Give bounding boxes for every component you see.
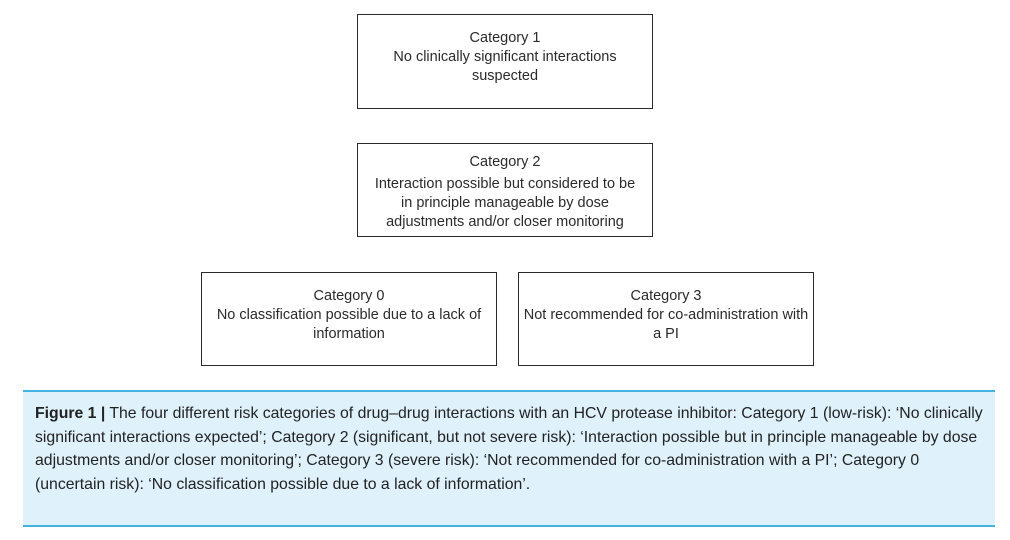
figure-label: Figure 1 |: [35, 405, 106, 422]
category-1-title: Category 1: [469, 30, 541, 46]
figure-caption-text: The four different risk categories of drug–drug interactions with an HCV protease inhibitor: Category 1 (low-risk): ‘No clinically significant interactions expected’; Category 2 (significant, but not severe risk): ‘Interaction possible but in principle manageable by dose adjustments and/or closer monitoring’; Category 3 (severe risk): ‘Not recommended for co-administration with a PI’; Category 0 (uncertain risk): ‘No classification possible due to a lack of information’.: [35, 405, 983, 493]
category-1-box: [357, 14, 653, 109]
category-1-description: No clinically significant interactions suspected: [393, 49, 617, 84]
category-0-description: No classification possible due to a lack of information: [216, 307, 482, 342]
category-2-title: Category 2: [469, 154, 541, 170]
category-0-title: Category 0: [313, 288, 385, 304]
figure-caption: [23, 390, 995, 527]
category-0-box: [201, 272, 497, 366]
category-2-description: Interaction possible but considered to be in principle manageable by dose adjustments and/or closer monitoring: [374, 176, 636, 230]
category-2-box: [357, 143, 653, 237]
category-3-box: [518, 272, 814, 366]
category-3-title: Category 3: [630, 288, 702, 304]
category-3-description: Not recommended for co-administration with a PI: [523, 307, 809, 342]
